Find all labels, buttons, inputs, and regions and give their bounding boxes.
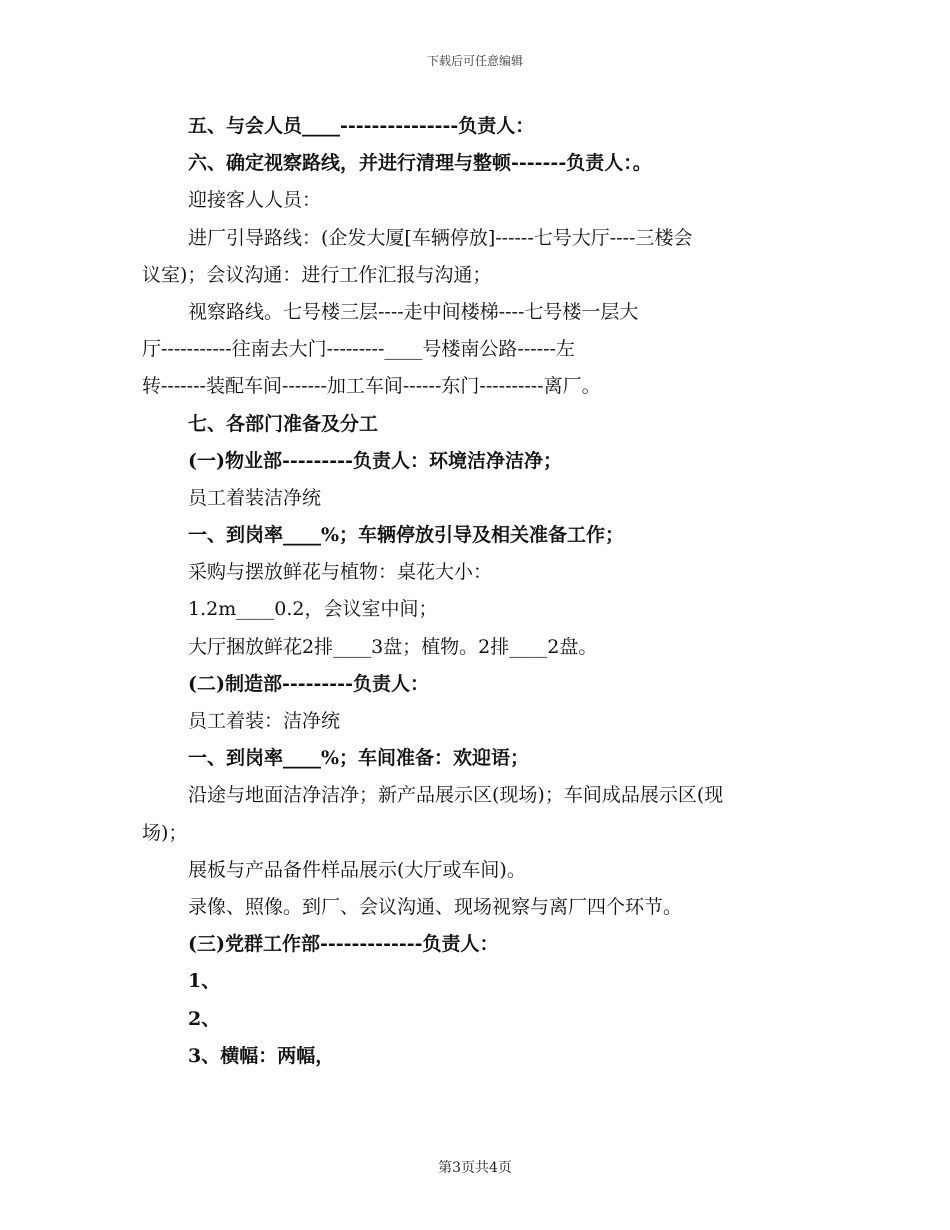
paragraph-line: 员工着装洁净统 (188, 486, 322, 509)
subsection-party-heading: (三)党群工作部-------------负责人： (188, 933, 499, 956)
subsection-property-heading: (一)物业部---------负责人：环境洁净洁净； (188, 449, 562, 472)
paragraph-line: 录像、照像。到厂、会议沟通、现场视察与离厂四个环节。 (188, 895, 683, 918)
section-5-heading: 五、与会人员____---------------负责人： (188, 115, 535, 137)
paragraph-line: 员工着装：洁净统 (188, 710, 341, 732)
paragraph-line: 场)； (142, 821, 188, 844)
section-6-heading: 六、确定视察路线，并进行清理与整顿-------负责人：。 (188, 152, 652, 175)
document-body (142, 108, 808, 1075)
paragraph-line: 视察路线。七号楼三层----走中间楼梯----七号楼一层大 (188, 300, 639, 323)
page-footer: 第3页共4页 (438, 1160, 512, 1176)
item-heading: 一、到岗率____%；车间准备：欢迎语； (188, 747, 530, 770)
list-item: 3、横幅：两幅， (188, 1044, 335, 1067)
paragraph-line: 转-------装配车间-------加工车间------东门----------离厂。 (142, 375, 601, 398)
item-heading: 一、到岗率____%；车辆停放引导及相关准备工作； (188, 524, 625, 547)
list-item: 2、 (188, 1007, 221, 1030)
paragraph-line: 采购与摆放鲜花与植物：桌花大小： (188, 561, 493, 584)
list-item: 1、 (188, 970, 221, 993)
paragraph-line: 1.2m____0.2，会议室中间； (188, 598, 438, 621)
paragraph-line: 议室)；会议沟通：进行工作汇报与沟通； (142, 263, 492, 286)
subsection-manufacturing-heading: (二)制造部---------负责人： (188, 672, 429, 695)
paragraph-line: 迎接客人人员： (188, 189, 322, 212)
paragraph-line: 展板与产品备件样品展示(大厅或车间)。 (188, 858, 526, 881)
paragraph-line: 大厅捆放鲜花2排____3盘；植物。2排____2盘。 (188, 635, 598, 658)
paragraph-line: 沿途与地面洁净洁净；新产品展示区(现场)；车间成品展示区(现 (188, 784, 724, 807)
paragraph-line: 进厂引导路线：(企发大厦[车辆停放]------七号大厅----三楼会 (188, 226, 693, 249)
section-7-heading: 七、各部门准备及分工 (188, 412, 379, 435)
paragraph-line: 厅-----------往南去大门---------____号楼南公路------左 (142, 338, 575, 361)
page-header: 下载后可任意编辑 (426, 54, 523, 68)
